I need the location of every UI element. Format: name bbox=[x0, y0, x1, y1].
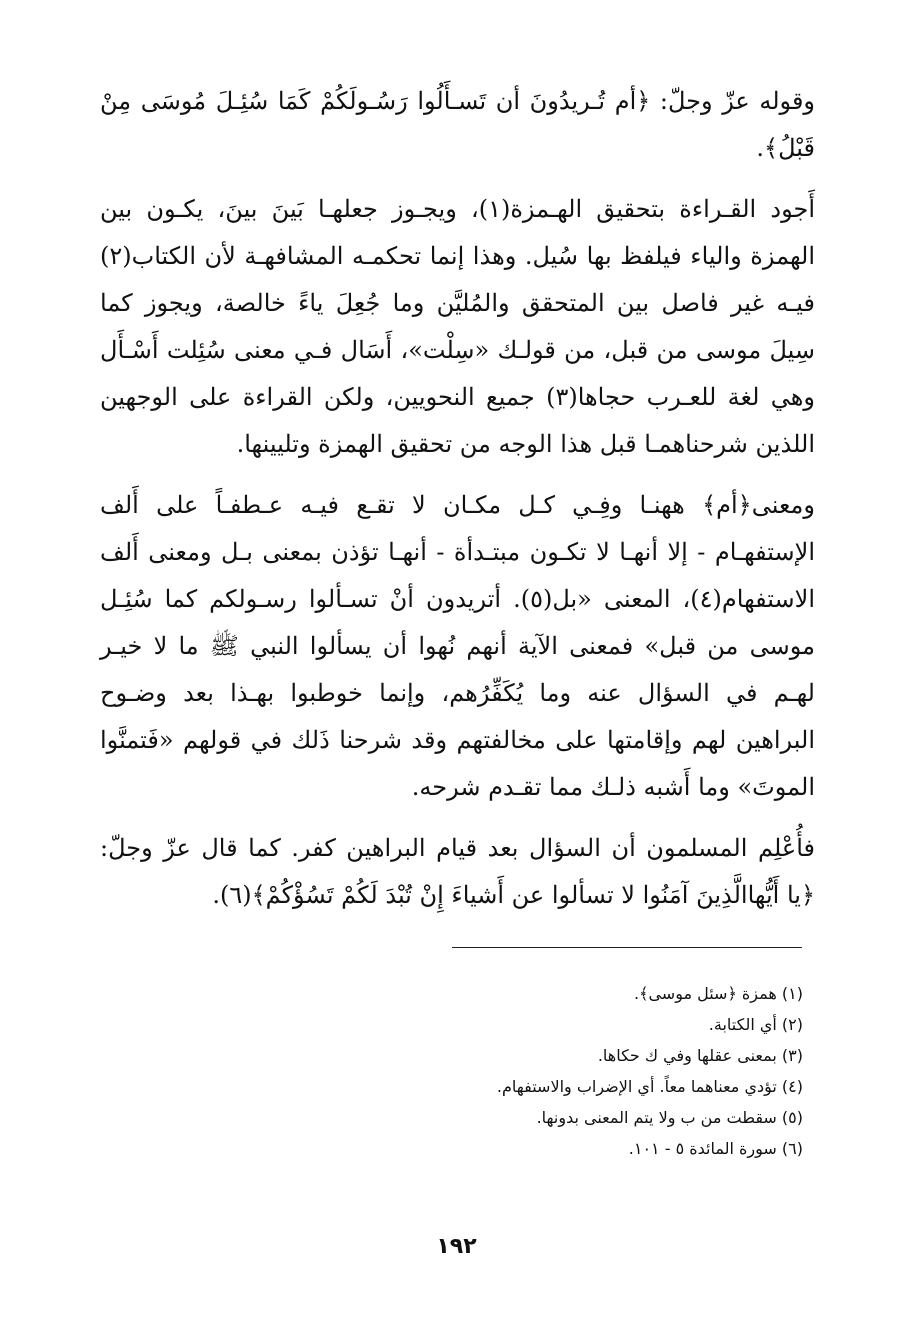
footnote-2: (٢) أي الكتابة. bbox=[708, 1015, 803, 1034]
page-number: ١٩٢ bbox=[436, 1234, 477, 1259]
footnotes bbox=[100, 978, 815, 1164]
paragraph-1: وقوله عزّ وجلّ: ﴿أم تُـريدُونَ أن تَسـأَلُوا رَسُـولَكُمْ كَمَا سُئِـلَ مُوسَى مِنْ قَبْلُ﴾. bbox=[100, 87, 815, 162]
paragraph-3: ومعنى﴿أم﴾ ههنـا وفِـي كـل مكـان لا تقـع فيـه عـطفـاً على أَلف الإستفهـام - إلا أنهـا لا تكـون مبتـدأة - أنهـا تؤذن بمعنى بـل ومعنى أَلف الاستفهام(٤)، المعنى «بل(٥). أتريدون أنْ تسـألوا رسـولكم كما سُئِـل موسى من قبل» فمعنى الآية أنهم نُهوا أن يسألوا النبي ﷺ ما لا خيـر لهـم في السؤال عنه وما يُكَفِّرُهم، وإنما خوطبوا بهـذا بعد وضـوح البراهين لهم وإقامتها على مخالفتهم وقد شرحنا ذَلك في قولهم «فَتمنَّوا الموتَ» وما أَشبه ذلـك مما تقـدم شرحه. bbox=[100, 491, 815, 801]
footnote-4: (٤) تؤدي معناهما معاً. أي الإضراب والاستفهام. bbox=[496, 1077, 803, 1096]
footnote-divider bbox=[452, 947, 802, 948]
main-text bbox=[100, 78, 815, 919]
footnote-6: (٦) سورة المائدة ٥ - ١٠١. bbox=[628, 1139, 803, 1158]
footnote-1: (١) همزة ﴿سئل موسى﴾. bbox=[633, 984, 803, 1003]
footnote-3: (٣) بمعنى عقلها وفي ك حكاها. bbox=[597, 1046, 803, 1065]
paragraph-2: أَجود القـراءة بتحقيق الهـمزة(١)، ويجـوز جعلهـا بَينَ بينَ، يكـون بين الهمزة والياء فيلفظ بها سُيل. وهذا إنما تحكمـه المشافهـة لأن الكتاب(٢) فيـه غير فاصل بين المتحقق والمُليَّن وما جُعِلَ ياءً خالصة، ويجوز كما سِيلَ موسى من قبل، من قولـك «سِلْت»، أَسَال فـي معنى سُئِلت أَسْـأَل وهي لغة للعـرب حجاها(٣) جميع النحويين، ولكن القراءة على الوجهين اللذين شرحناهمـا قبل هذا الوجه من تحقيق الهمزة وتليينها. bbox=[100, 195, 815, 458]
footnote-5: (٥) سقطت من ب ولا يتم المعنى بدونها. bbox=[536, 1108, 803, 1127]
paragraph-4: فأُعْلِم المسلمون أن السؤال بعد قيام البراهين كفر. كما قال عزّ وجلّ: ﴿يا أَيُّهاالَّذِينَ آمَنُوا لا تسألوا عن أَشياءَ إِنْ تُبْدَ لَكُمْ تَسُؤْكُمْ﴾(٦). bbox=[100, 834, 815, 909]
